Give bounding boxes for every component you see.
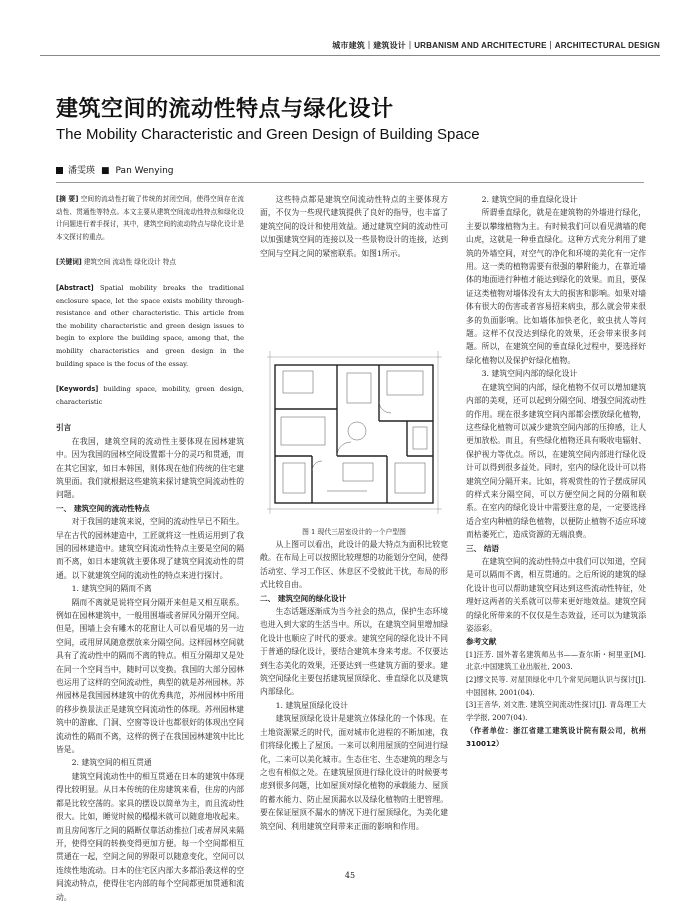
reference-item: [2]缪文民等. 对屋顶绿化中几个常见问题认识与探讨[J]. 中国园林, 2001(04). [466,675,646,697]
column-2-bottom [260,538,448,833]
column-2-paragraph-2: 这些特点都是建筑空间流动性特点的主要体现方面，不仅为一些现代建筑提供了良好的指导，也丰富了建筑空间的设计和使用效益。通过建筑空间的流动性可以加强建筑空间的连接以及一些景物设计的连接，达到空间与空间之间的紧密联系。如图1所示。 [260,195,448,258]
abstract-cn-text: 空间的流动性打破了传统的封闭空间，使得空间存在流动性、贯通性等特点。本文主要从建筑空间流动性特点和绿化设计问题进行着手探讨，其中，建筑空间的流动特点与绿化设计是本文探讨的重点。 [56,195,244,241]
square-bullet-icon [56,167,63,174]
author-rule [56,182,644,183]
intro-paragraph: 在我国，建筑空间的流动性主要体现在园林建筑中。因为我国的园林空间设置都十分的灵巧和贯通，而在其它国家，如日本韩国，则体现在他们传统的住宅建筑里面。我们就根据这些建筑来探讨建筑空间流动性的问题。 [56,436,244,500]
journal-header: 城市建筑｜建筑设计｜URBANISM AND ARCHITECTURE｜ARCHITECTURAL DESIGN [332,41,660,50]
keywords-en-text: building space, mobility, green design, characteristic [56,385,244,406]
title-cn: 建筑空间的流动性特点与绿化设计 [56,97,394,122]
section-1-1-heading: 1. 建筑空间的隔而不离 [71,584,152,594]
section-3-paragraph: 在建筑空间的流动性特点中我们可以知道，空间是可以隔而不离，相互贯通的。之后所说的建筑的绿化设计也可以帮助建筑空间达到这些流动性特征，处理好这两者的关系就可以带来更好地效益。建筑空间的绿化所带来的不仅仅是生态效益，还可以为建筑添姿添彩。 [466,556,646,633]
reference-item: [1]汪芳. 国外著名建筑师丛书——查尔斯・柯里亚[M]. 北京:中国建筑工业出版社, 2003. [466,649,646,672]
author-affiliation: （作者单位：浙江省建工建筑设计院有限公司，杭州 310012） [466,726,646,749]
section-1-1-paragraph: 隔而不离就是说将空间分隔开来但是又相互联系。例如在园林建筑中，一般用围墙或者屏风分隔开空间。但是，围墙上会有雕木的花窗让人可以看见墙的另一边空间，或用屏风随意摆放来分隔空间。这样园林空间就具有了流动性中的隔而不离的特点。相互分隔却又是处在同一个空间当中，随时可以变换。我国的大部分园林也运用了这样的空间流动性，典型的就是苏州园林。苏州园林是我国园林建筑中的优秀典范，苏州园林中所用的移步换景法正是建筑空间流动性的体现。苏州园林建筑中的游廊、门洞、空窗等设计也都很好的体现出空间流动性的隔而不离，这样的例子在我国园林建筑中比比皆是。 [56,597,244,755]
section-1-paragraph: 对于我国的建筑来说，空间的流动性早已不陌生。早在古代的园林建造中，工匠就将这一性质运用到了我国的园林建造中。建筑空间流动性特点主要是空间的隔而不离，如日本建筑就主要体现了建筑空间流动性的贯通。以下就建筑空间的流动性的特点来进行探讨。 [56,517,244,580]
column-1 [56,193,244,904]
author-cn: 潘雯瑛 [68,166,96,176]
abstract-en-text: Spatial mobility breaks the traditional enclosure space, let the space exists mobility through-resistance and other characteristic. This article from the mobility characteristic and green design issues to begin to explore the building space, among that, the mobility characteristics and green design in the building space is the focus of the essay. [56,283,244,368]
keywords-cn-label: [关键词] [56,258,82,267]
section-2-3-heading: 3. 建筑空间内部的绿化设计 [481,369,578,379]
column-2-top [260,193,448,260]
section-1-2-heading: 2. 建筑空间的相互贯通 [71,758,152,768]
floor-plan-figure [267,351,442,514]
section-3-heading: 三、 结语 [466,543,500,553]
section-2-3-paragraph: 在建筑空间的内部，绿化植物不仅可以增加建筑内部的美观，还可以起到分隔空间、增强空间流动性的作用。现在很多建筑空间内部都会摆放绿化植物，这些绿化植物可以减少建筑空间内部的压抑感，让人更加放松。而且，有些绿化植物还具有吸收电辐射、保护视力等优点。所以，在建筑空间内部进行绿化设计可以得到很多益处。同时，室内的绿化设计可以将建筑空间分隔开来。比如，将观赏性的竹子摆成屏风的样式来分隔空间，可以方便空间之间的分隔和联系。在室内的绿化设计中需要注意的是，一定要选择适合室内种植的绿色植物，以便防止植物不适应环境而枯萎死亡，造成资源的无端浪费。 [466,382,646,540]
references-heading: 参考文献 [466,637,497,647]
author-separator: ■ [101,166,110,176]
page-number: 45 [344,871,356,880]
title-en: The Mobility Characteristic and Green Design of Building Space [56,126,480,143]
section-2-1-paragraph: 建筑屋顶绿化设计是建筑立体绿化的一个体现。在土地资源紧乏的时代，面对城市化进程的不断加速，我们将绿化搬上了屋顶。一来可以利用屋顶的空间进行绿化，二来可以美化城市。生态住宅、生态建筑的理念与之也有相似之处。在建筑屋顶进行绿化设计的时候要考虑到很多问题，比如屋顶对绿化植物的承载能力、屋顶的蓄水能力、防止屋顶漏水以及绿化植物的土肥管理。要在保证屋顶不漏水的情况下进行屋顶绿化，为美化建筑空间、利用建筑空间带来正面的影响和作用。 [260,714,448,831]
column-3 [466,193,646,750]
section-2-2-heading: 2. 建筑空间的垂直绿化设计 [481,195,578,204]
column-2-paragraph-3: 从上图可以看出，此设计的最大特点为面积比较宽敞。在布局上可以按照比较理想的功能划分空间，使得活动室、学习工作区、休息区不受彼此干扰，布局的形式比较自由。 [260,540,448,590]
abstract-en [56,282,244,370]
keywords-en [56,383,244,408]
section-2-paragraph: 生态话题逐渐成为当今社会的热点，保护生态环境也进入到大家的生活当中。所以，在建筑空间里增加绿化设计也顺应了时代的要求。建筑空间的绿化设计不同于普通的绿化设计，要结合建筑本身来考虑。不仅要达到生态美化的效果，还要达到一些建筑方面的要求。建筑空间绿化主要包括建筑屋顶绿化、垂直绿化以及建筑内部绿化。 [260,607,448,697]
section-2-heading: 二、 建筑空间的绿化设计 [260,593,347,603]
author-en: Pan Wenying [115,166,174,176]
section-2-1-heading: 1. 建筑屋顶绿化设计 [275,700,348,710]
abstract-cn-label: [摘 要] [56,195,79,203]
abstract-en-label: [Abstract] [56,283,94,292]
author-line [56,163,174,176]
abstract-cn [56,193,244,243]
references-list [466,649,646,725]
keywords-en-label: [Keywords] [56,385,99,394]
section-2-2-paragraph: 所谓垂直绿化，就是在建筑物的外墙进行绿化，主要以攀缘植物为主。有时候我们可以看见满墙的爬山虎，这就是一种垂直绿化。这种方式充分利用了建筑的外墙空间，对空气的净化和环境的美化有一定作用。这一类的植物需要有很强的攀附能力，在靠近墙体的地面进行种植才能达到绿化的效果。而且，要保证这类植物对墙体没有太大的损害和影响。如果对墙体有很大的伤害或者容易招来病虫，那么就会带来很多的负面影响。比如墙体加快老化，蚊虫扰人等问题。这样不仅没达到绿化的效果，还会带来很多问题。所以，在建筑空间的垂直绿化过程中，要选择好绿化植物以及保护好绿化植物。 [466,208,646,365]
reference-item: [3]王音华, 刘文胜. 建筑空间流动性探讨[J]. 青岛理工大学学报, 2007(04). [466,700,646,722]
keywords-cn-text: 建筑空间 流动性 绿化设计 特点 [83,258,176,267]
intro-heading: 引言 [56,423,72,433]
section-1-2-paragraph: 建筑空间流动性中的相互贯通在日本的建筑中体现得比较明显。从日本传统的住房建筑来看，住房的内部都是比较空荡的。家具的摆设以简单为主，而且流动性很大。比如，睡觉时候的榻榻米就可以随意地收起来。而且房间客厅之间的隔断仅靠活动推拉门或者屏风来隔开，使得空间的转换变得更加方便。每一个空间都相互贯通在一起，空间之间的界限可以随意变化，空间可以连续性地流动。日本的住宅区内部大多都沿袭这样的空间流动特点，使得住宅内部的每个空间都更加贯通和流动。 [56,771,244,902]
header-rule [40,55,660,56]
figure-caption: 图 1 现代三居室设计的一个户型图 [302,528,406,536]
keywords-cn [56,256,244,269]
section-1-heading: 一、 建筑空间的流动性特点 [56,503,150,513]
